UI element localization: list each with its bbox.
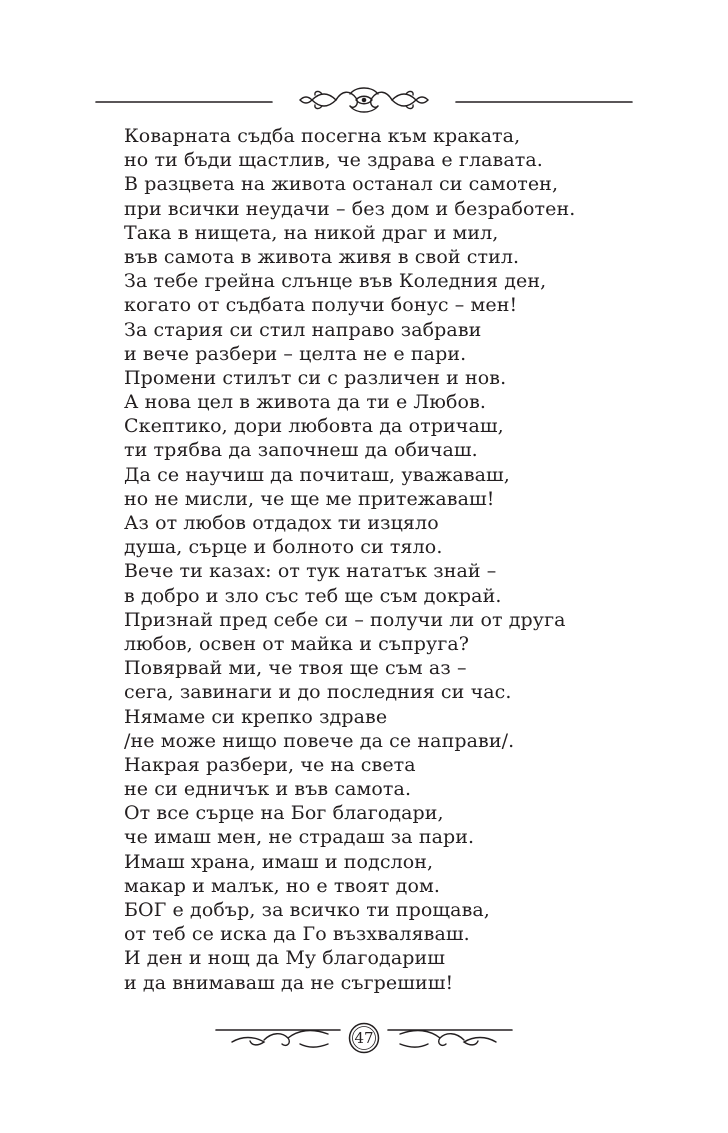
poem-line: Коварната съдба посегна към краката, bbox=[124, 125, 521, 147]
poem-line: при всички неудачи – без дом и безработен. bbox=[124, 197, 576, 220]
poem-line: За стария си стил направо забрави bbox=[124, 318, 482, 341]
poem-line: Вече ти казах: от тук нататък знай – bbox=[124, 560, 497, 583]
poem-line: От все сърце на Бог благодари, bbox=[124, 802, 444, 825]
poem-line: не си едничък и във самота. bbox=[124, 778, 412, 801]
poem-line: когато от съдбата получи бонус – мен! bbox=[124, 294, 518, 317]
poem-line: сега, завинаги и до последния си час. bbox=[124, 681, 512, 704]
poem-line: ти трябва да започнеш да обичаш. bbox=[124, 439, 478, 462]
poem-line: от теб се иска да Го възхваляваш. bbox=[124, 923, 470, 946]
header-ornament bbox=[0, 80, 728, 120]
poem-line: че имаш мен, не страдаш за пари. bbox=[124, 826, 475, 849]
poem-text bbox=[124, 124, 644, 995]
poem-line: и вече разбери – целта не е пари. bbox=[124, 342, 467, 365]
poem-line: Промени стилът си с различен и нов. bbox=[124, 366, 507, 389]
poem-line: Така в нищета, на никой драг и мил, bbox=[124, 221, 499, 244]
poem-line: и да внимаваш да не съгрешиш! bbox=[124, 971, 454, 994]
header-flourish-icon bbox=[300, 88, 428, 112]
poem-line: Накрая разбери, че на света bbox=[124, 753, 416, 776]
poem-line: А нова цел в живота да ти е Любов. bbox=[124, 391, 487, 414]
poem-line: във самота в живота живя в свой стил. bbox=[124, 245, 520, 268]
poem-line: но не мисли, че ще ме притежаваш! bbox=[124, 487, 495, 510]
poem-line: любов, освен от майка и съпруга? bbox=[124, 632, 470, 655]
poem-line: Повярвай ми, че твоя ще съм аз – bbox=[124, 657, 467, 680]
poem-line: макар и малък, но е твоят дом. bbox=[124, 874, 440, 897]
poem-line: Имаш храна, имаш и подслон, bbox=[124, 850, 434, 873]
poem-line: душа, сърце и болното си тяло. bbox=[124, 536, 443, 559]
poem-line: Признай пред себе си – получи ли от друга bbox=[124, 608, 566, 631]
poem-line: /не може нищо повече да се направи/. bbox=[124, 729, 515, 752]
poem-line: И ден и нощ да Му благодариш bbox=[124, 947, 446, 970]
poem-line: В разцвета на живота останал си самотен, bbox=[124, 173, 559, 196]
poem-line: но ти бъди щастлив, че здрава е главата. bbox=[124, 149, 543, 172]
poem-line: Скептико, дори любовта да отричаш, bbox=[124, 415, 504, 438]
page-number: 47 bbox=[354, 1029, 374, 1047]
poem-line: Нямаме си крепко здраве bbox=[124, 705, 388, 728]
poem-line: Да се научиш да почиташ, уважаваш, bbox=[124, 463, 510, 486]
poem-line: БОГ е добър, за всичко ти прощава, bbox=[124, 899, 490, 921]
poem-line: Аз от любов отдадох ти изцяло bbox=[124, 512, 439, 534]
poem-line: За тебе грейна слънце във Коледния ден, bbox=[124, 270, 547, 293]
poem-line: в добро и зло със теб ще съм докрай. bbox=[124, 584, 502, 607]
